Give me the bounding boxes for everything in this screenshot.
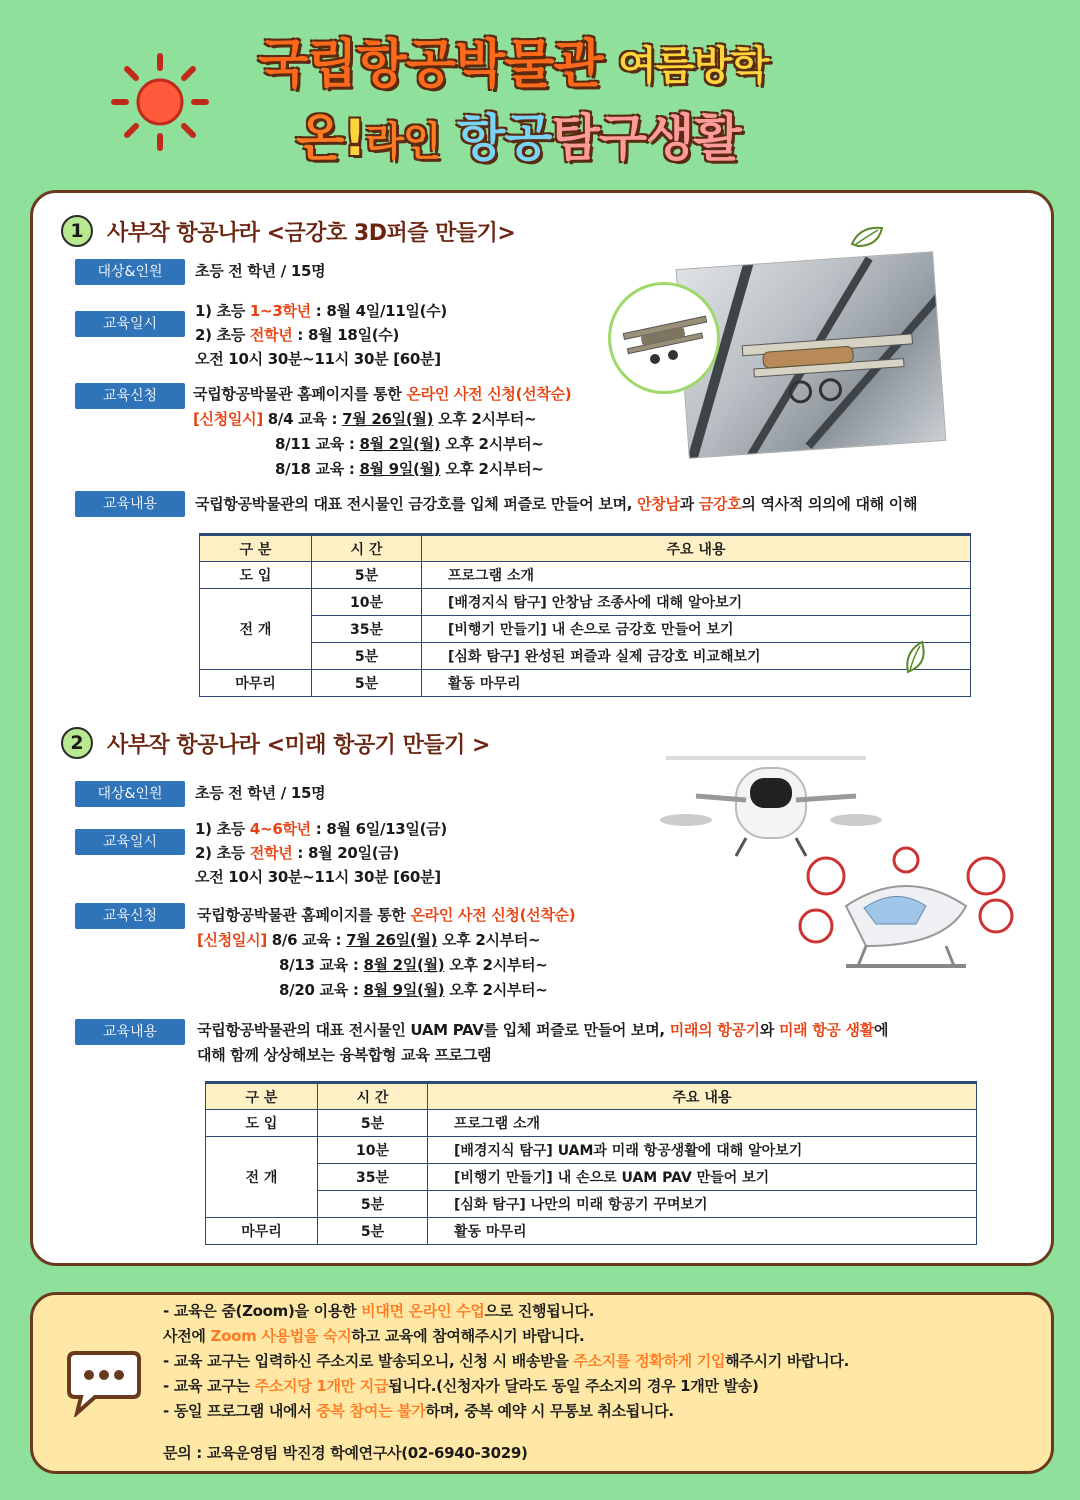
s2-target-text: 초등 전 학년 / 15명 xyxy=(195,784,326,802)
notice-box xyxy=(30,1292,1054,1474)
title-line: 라인 xyxy=(365,119,441,165)
uam-puzzle-icon xyxy=(786,846,1026,996)
table-row xyxy=(206,1191,977,1218)
table-row xyxy=(200,562,971,589)
s1-target-label: 대상&인원 xyxy=(75,259,185,285)
chat-bubble-icon xyxy=(67,1347,141,1417)
table-row xyxy=(200,670,971,697)
content-cell: [배경지식 탐구] 안창남 조종사에 대해 알아보기 xyxy=(422,589,971,616)
stage-cell: 도 입 xyxy=(200,562,312,589)
content-cell: [심화 탐구] 완성된 퍼즐과 실제 금강호 비교해보기 xyxy=(422,643,971,670)
notice-line-5: - 동일 프로그램 내에서 중복 참여는 불가하며, 중복 예약 시 무통보 취소됩니다. xyxy=(163,1402,674,1420)
s2-apply-line3: 8/13 교육 : 8월 2일(월) 오후 2시부터~ xyxy=(279,956,548,974)
table-row xyxy=(206,1164,977,1191)
s1-apply-line2: [신청일시] 8/4 교육 : 7월 26일(월) 오후 2시부터~ xyxy=(193,410,537,428)
s1-target-text: 초등 전 학년 / 15명 xyxy=(195,262,326,280)
section2-title: 사부작 항공나라 <미래 항공기 만들기 > xyxy=(107,732,490,758)
notice-line-3: - 교육 교구는 입력하신 주소지로 발송되오니, 신청 시 배송받을 주소지를 정확하게 기입해주시기 바랍니다. xyxy=(163,1352,849,1370)
time-cell: 5분 xyxy=(312,562,422,589)
content-cell: 활동 마무리 xyxy=(428,1218,977,1245)
title-museum: 국립항공박물관 xyxy=(258,35,603,95)
time-cell: 35분 xyxy=(318,1164,428,1191)
s2-program-table xyxy=(205,1081,977,1245)
notice-line-1: - 교육은 줌(Zoom)을 이용한 비대면 온라인 수업으로 진행됩니다. xyxy=(163,1302,595,1320)
section1-header xyxy=(61,215,515,247)
biplane-model-bubble xyxy=(608,282,720,394)
s1-date-label: 교육일시 xyxy=(75,311,185,337)
time-cell: 35분 xyxy=(312,616,422,643)
title-summer: 여름방학 xyxy=(618,43,769,89)
s2-content-text: 국립항공박물관의 대표 전시물인 UAM PAV를 입체 퍼즐로 만들어 보며, 미래의 항공기와 미래 항공 생활에 xyxy=(197,1021,889,1039)
notice-line-2: 사전에 Zoom 사용법을 숙지하고 교육에 참여해주시기 바랍니다. xyxy=(163,1327,585,1345)
sun-icon xyxy=(110,52,210,152)
s1-apply-line4: 8/18 교육 : 8월 9일(월) 오후 2시부터~ xyxy=(275,460,544,478)
section1-title: 사부작 항공나라 <금강호 3D퍼즐 만들기> xyxy=(107,220,516,246)
table-row xyxy=(200,616,971,643)
title-on: 온 xyxy=(296,109,344,167)
stage-cell: 마무리 xyxy=(200,670,312,697)
time-cell: 5분 xyxy=(312,670,422,697)
s2-apply-label: 교육신청 xyxy=(75,903,185,929)
leaf-icon xyxy=(902,640,928,674)
leaf-icon xyxy=(850,224,886,250)
s2-th-content: 주요 내용 xyxy=(428,1083,977,1110)
time-cell: 10분 xyxy=(312,589,422,616)
content-cell: 프로그램 소개 xyxy=(428,1110,977,1137)
s1-date-line3: 오전 10시 30분~11시 30분 [60분] xyxy=(195,350,441,368)
s2-content-label: 교육내용 xyxy=(75,1019,185,1045)
title-line2 xyxy=(296,98,741,170)
s1-apply-line3: 8/11 교육 : 8월 2일(월) 오후 2시부터~ xyxy=(275,435,544,453)
content-cell: [비행기 만들기] 내 손으로 금강호 만들어 보기 xyxy=(422,616,971,643)
s1-th-time: 시 간 xyxy=(312,535,422,562)
s2-date-label: 교육일시 xyxy=(75,829,185,855)
content-cell: 활동 마무리 xyxy=(422,670,971,697)
section2-header xyxy=(61,727,490,759)
section2-number: 2 xyxy=(61,727,93,759)
s2-content-text-line2: 대해 함께 상상해보는 융복합형 교육 프로그램 xyxy=(197,1046,492,1064)
s1-date-line2: 2) 초등 전학년 : 8월 18일(수) xyxy=(195,326,400,344)
s1-apply-label: 교육신청 xyxy=(75,383,185,409)
content-cell: [심화 탐구] 나만의 미래 항공기 꾸며보기 xyxy=(428,1191,977,1218)
stage-cell: 마무리 xyxy=(206,1218,318,1245)
s2-th-stage: 구 분 xyxy=(206,1083,318,1110)
s2-target-label: 대상&인원 xyxy=(75,781,185,807)
content-cell: [배경지식 탐구] UAM과 미래 항공생활에 대해 알아보기 xyxy=(428,1137,977,1164)
stage-cell: 도 입 xyxy=(206,1110,318,1137)
notice-contact: 문의 : 교육운영팀 박진경 학예연구사(02-6940-3029) xyxy=(163,1444,528,1462)
s2-apply-line1: 국립항공박물관 홈페이지를 통한 온라인 사전 신청(선착순) xyxy=(197,906,576,924)
s2-date-line2: 2) 초등 전학년 : 8월 20일(금) xyxy=(195,844,400,862)
time-cell: 10분 xyxy=(318,1137,428,1164)
s1-content-text: 국립항공박물관의 대표 전시물인 금강호를 입체 퍼즐로 만들어 보며, 안창남과 금강호의 역사적 의의에 대해 이해 xyxy=(195,495,918,513)
table-row xyxy=(200,589,971,616)
table-row xyxy=(206,1110,977,1137)
section1-number: 1 xyxy=(61,215,93,247)
notice-line-4: - 교육 교구는 주소지당 1개만 지급됩니다.(신청자가 달라도 동일 주소지의 경우 1개만 발송) xyxy=(163,1377,759,1395)
s1-th-stage: 구 분 xyxy=(200,535,312,562)
table-row xyxy=(206,1137,977,1164)
title-aviation: 항공 xyxy=(456,109,552,167)
s2-apply-line2: [신청일시] 8/6 교육 : 7월 26일(월) 오후 2시부터~ xyxy=(197,931,541,949)
s1-content-label: 교육내용 xyxy=(75,491,185,517)
model-biplane-icon xyxy=(611,285,717,391)
s2-date-line3: 오전 10시 30분~11시 30분 [60분] xyxy=(195,868,441,886)
time-cell: 5분 xyxy=(312,643,422,670)
s2-apply-line4: 8/20 교육 : 8월 9일(월) 오후 2시부터~ xyxy=(279,981,548,999)
s1-program-table xyxy=(199,533,971,697)
s1-date-line1: 1) 초등 1~3학년 : 8월 4일/11일(수) xyxy=(195,302,447,320)
stage-cell: 전 개 xyxy=(206,1137,318,1218)
time-cell: 5분 xyxy=(318,1110,428,1137)
table-row xyxy=(200,643,971,670)
content-cell: [비행기 만들기] 내 손으로 UAM PAV 만들어 보기 xyxy=(428,1164,977,1191)
s2-date-line1: 1) 초등 4~6학년 : 8월 6일/13일(금) xyxy=(195,820,447,838)
stage-cell: 전 개 xyxy=(200,589,312,670)
table-row xyxy=(206,1218,977,1245)
content-cell: 프로그램 소개 xyxy=(422,562,971,589)
s1-th-content: 주요 내용 xyxy=(422,535,971,562)
time-cell: 5분 xyxy=(318,1218,428,1245)
s2-th-time: 시 간 xyxy=(318,1083,428,1110)
time-cell: 5분 xyxy=(318,1191,428,1218)
s1-apply-line1: 국립항공박물관 홈페이지를 통한 온라인 사전 신청(선착순) xyxy=(193,385,572,403)
title-explore: 탐구생활 xyxy=(551,109,741,167)
title-exclaim: ! xyxy=(343,109,366,167)
biplane-icon xyxy=(721,313,927,417)
